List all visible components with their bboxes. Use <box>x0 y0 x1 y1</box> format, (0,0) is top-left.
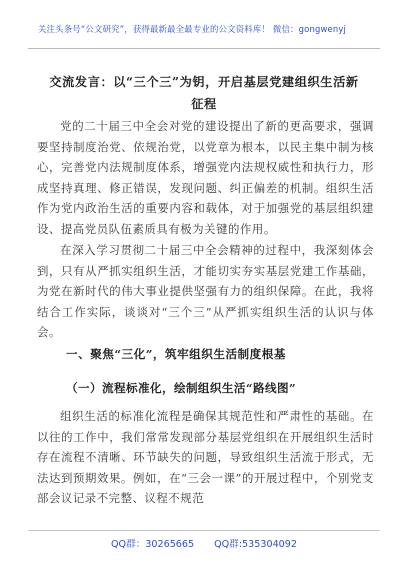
paragraph-intro <box>37 116 374 240</box>
document-title-line-1: 交流发言：以“三个三”为钥，开启基层党建组织生活新 <box>49 75 359 89</box>
header-promo-text: 关注头条号“公文研究”，获得最新最全最专业的公文资料库！ 微信：gongwenyj <box>38 24 347 34</box>
footer-divider <box>28 530 380 531</box>
page-header <box>0 0 408 60</box>
page-footer <box>0 536 408 550</box>
section-heading: 一、聚焦“三化”，筑牢组织生活制度根基 <box>66 347 286 361</box>
footer-qq-group-1: QQ群：30265665 <box>111 539 195 550</box>
paragraph-intro-text: 党的二十届三中全会对党的建设提出了新的更高要求，强调要坚持制度治党、依规治党，以党章为根本，以民主集中制为核心，完善党内法规制度体系，增强党内法规权威性和执行力，形成坚持真理、修正错误，发现问题、纠正偏差的机制。组织生活作为党内政治生活的重要内容和载体，对于加强党的基层组织建设、提高党员队伍素质具有极为关键的作用。 <box>37 119 374 236</box>
document-title-line-2: 征程 <box>191 97 217 111</box>
paragraph-reflection <box>37 240 374 343</box>
paragraph-reflection-text: 在深入学习贯彻二十届三中全会精神的过程中，我深刻体会到，只有从严抓实组织生活，才能切实夯实基层党建工作基础，为党在新时代的伟大事业提供坚强有力的组织保障。在此，我将结合工作实际，谈谈对“三个三”从严抓实组织生活的认识与体会。 <box>37 243 374 340</box>
paragraph-standardization <box>37 406 374 509</box>
subsection-heading: （一）流程标准化，绘制组织生活“路线图” <box>66 381 297 395</box>
footer-qq-group-2: QQ群:535304092 <box>214 539 297 550</box>
header-divider <box>28 48 380 49</box>
paragraph-standardization-text: 组织生活的标准化流程是确保其规范性和严肃性的基础。在以往的工作中，我们常常发现部分基层党组织在开展组织生活时存在流程不清晰、环节缺失的问题，导致组织生活流于形式，无法达到预期效果。例如，在“三会一课”的开展过程中，个别党支部会议记录不完整、议程不规范 <box>37 409 374 506</box>
